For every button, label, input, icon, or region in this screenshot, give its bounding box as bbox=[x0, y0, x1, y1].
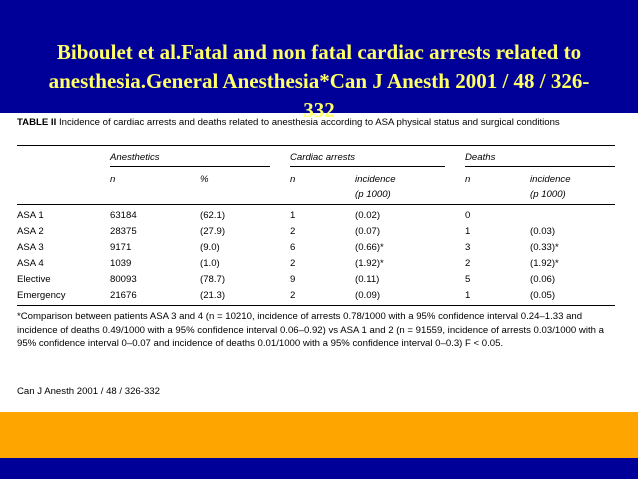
table-cell-arrests-incidence: (1.92)* bbox=[355, 258, 384, 269]
subheader-percent: % bbox=[200, 174, 209, 185]
table-cell-anesthetics-percent: (9.0) bbox=[200, 242, 220, 253]
table-cell-anesthetics-percent: (62.1) bbox=[200, 210, 226, 221]
table-cell-arrests-n: 2 bbox=[290, 290, 296, 301]
table-cell-deaths-n: 2 bbox=[465, 258, 471, 269]
subheader-n-anesthetics: n bbox=[110, 174, 116, 185]
table-cell-row-label: Elective bbox=[17, 274, 51, 285]
slide-title: Biboulet et al.Fatal and non fatal cardiac arrests related to anesthesia.General Anesthesia*Can J Anesth 2001 / 48 / 326-332 bbox=[48, 40, 590, 122]
table-cell-deaths-incidence: (0.33)* bbox=[530, 242, 559, 253]
group-header-cardiac-arrests: Cardiac arrests bbox=[290, 152, 356, 163]
table-cell-deaths-n: 1 bbox=[465, 226, 471, 237]
table-image bbox=[0, 113, 638, 412]
table-cell-deaths-incidence: (0.06) bbox=[530, 274, 556, 285]
table-label: TABLE II bbox=[17, 117, 57, 128]
group-header-deaths: Deaths bbox=[465, 152, 496, 163]
table-cell-deaths-n: 1 bbox=[465, 290, 471, 301]
subheader-n-deaths: n bbox=[465, 174, 471, 185]
table-footnote: *Comparison between patients ASA 3 and 4 (n = 10210, incidence of arrests 0.78/1000 with a 95% confidence interval 0.24–1.33 and incidence of deaths 0.49/1000 with a 95% confidence interval 0.06–0.92) vs ASA 1 and 2 (n = 91559, incidence of arrests 0.03/1000 with a 95% confidence interval 0–0.07 and incidence of deaths 0.01/1000 with a 95% confidence interval 0–0.3) F < 0.05. bbox=[17, 311, 604, 349]
table-cell-arrests-n: 9 bbox=[290, 274, 296, 285]
subheader-n-arrests: n bbox=[290, 174, 296, 185]
table-cell-row-label: ASA 2 bbox=[17, 226, 44, 237]
table-cell-anesthetics-n: 63184 bbox=[110, 210, 137, 221]
group-rule-anesthetics bbox=[110, 166, 270, 167]
table-cell-arrests-n: 2 bbox=[290, 226, 296, 237]
group-rule-deaths bbox=[465, 166, 615, 167]
table-cell-deaths-n: 5 bbox=[465, 274, 471, 285]
table-bottom-rule bbox=[17, 305, 615, 306]
table-cell-arrests-n: 6 bbox=[290, 242, 296, 253]
table-cell-deaths-n: 3 bbox=[465, 242, 471, 253]
table-cell-anesthetics-percent: (21.3) bbox=[200, 290, 226, 301]
table-cell-anesthetics-percent: (27.9) bbox=[200, 226, 226, 237]
table-cell-deaths-incidence: (0.03) bbox=[530, 226, 556, 237]
subheader-incidence-arrests: incidence bbox=[355, 174, 396, 185]
header-rule bbox=[17, 204, 615, 205]
table-cell-anesthetics-percent: (1.0) bbox=[200, 258, 220, 269]
table-cell-arrests-incidence: (0.11) bbox=[355, 274, 380, 285]
table-cell-row-label: Emergency bbox=[17, 290, 66, 301]
table-cell-arrests-incidence: (0.07) bbox=[355, 226, 381, 237]
subheader-unit-deaths: (p 1000) bbox=[530, 189, 566, 200]
table-cell-arrests-n: 1 bbox=[290, 210, 296, 221]
table-cell-anesthetics-n: 9171 bbox=[110, 242, 132, 253]
table-cell-row-label: ASA 1 bbox=[17, 210, 44, 221]
table-cell-anesthetics-percent: (78.7) bbox=[200, 274, 226, 285]
table-cell-anesthetics-n: 21676 bbox=[110, 290, 137, 301]
bottom-stripe bbox=[0, 412, 638, 458]
subheader-unit-arrests: (p 1000) bbox=[355, 189, 391, 200]
source-citation: Can J Anesth 2001 / 48 / 326-332 bbox=[17, 386, 160, 397]
table-cell-deaths-incidence: (0.05) bbox=[530, 290, 556, 301]
group-header-anesthetics: Anesthetics bbox=[110, 152, 160, 163]
table-cell-anesthetics-n: 28375 bbox=[110, 226, 137, 237]
table-top-rule bbox=[17, 145, 615, 146]
table-cell-arrests-incidence: (0.66)* bbox=[355, 242, 384, 253]
table-cell-arrests-incidence: (0.09) bbox=[355, 290, 381, 301]
bottom-band bbox=[0, 458, 638, 479]
table-cell-anesthetics-n: 80093 bbox=[110, 274, 137, 285]
table-cell-deaths-n: 0 bbox=[465, 210, 471, 221]
group-rule-cardiac-arrests bbox=[290, 166, 445, 167]
table-cell-arrests-incidence: (0.02) bbox=[355, 210, 381, 221]
subheader-incidence-deaths: incidence bbox=[530, 174, 571, 185]
table-cell-row-label: ASA 4 bbox=[17, 258, 44, 269]
table-caption-text: Incidence of cardiac arrests and deaths related to anesthesia according to ASA physical status and surgical conditions bbox=[58, 117, 560, 128]
table-cell-arrests-n: 2 bbox=[290, 258, 296, 269]
table-cell-deaths-incidence: (1.92)* bbox=[530, 258, 559, 269]
table-cell-row-label: ASA 3 bbox=[17, 242, 44, 253]
table-cell-anesthetics-n: 1039 bbox=[110, 258, 132, 269]
